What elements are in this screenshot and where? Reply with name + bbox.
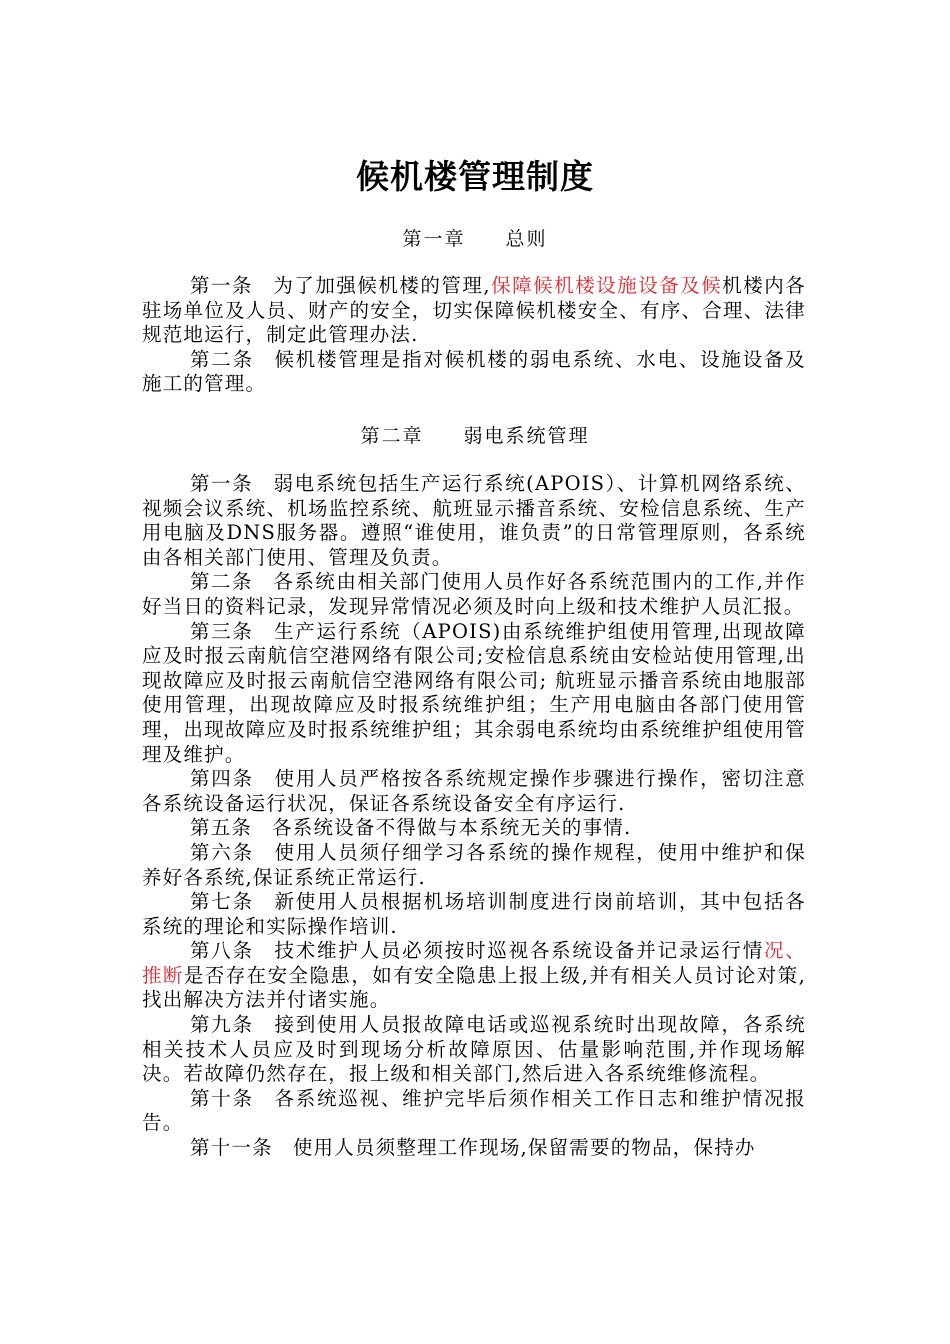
- article-paragraph: [142, 348, 806, 397]
- highlighted-text: 况、推断: [142, 939, 806, 987]
- article-number: 第一条: [190, 274, 254, 297]
- article-text: 使用人员须仔细学习各系统的操作规程，使用中维护和保养好各系统,保证系统正常运行.: [142, 840, 806, 889]
- article-text: 使用人员严格按各系统规定操作步骤进行操作，密切注意各系统设备运行状况，保证各系统设备安全有序运行.: [142, 767, 806, 815]
- article-text: 各系统设备不得做与本系统无关的事情.: [272, 816, 632, 840]
- highlighted-text: 保障候机楼设施设备及候: [490, 274, 723, 297]
- article-paragraph: [142, 620, 806, 768]
- chapter-2-body: [142, 472, 806, 1161]
- article-number: 第二条: [190, 347, 254, 371]
- article-paragraph: [142, 890, 806, 939]
- article-text: 弱电系统包括生产运行系统(APOIS）、计算机网络系统、视频会议系统、机场监控系统、航班显示播音系统、安检信息系统、生产用电脑及DNS服务器。遵照“谁使用，谁负责”的日常管理原则，各系统由各相关部门使用、管理及负责。: [142, 472, 806, 569]
- article-paragraph: [142, 570, 806, 619]
- article-number: 第八条: [190, 939, 254, 963]
- article-number: 第四条: [190, 767, 254, 791]
- chapter-2-label: 第二章: [360, 425, 424, 447]
- chapter-2-heading: [0, 421, 950, 451]
- article-paragraph: [142, 816, 806, 841]
- article-number: 第十条: [190, 1086, 254, 1110]
- chapter-1-heading: [0, 224, 950, 254]
- article-text: 候机楼管理是指对候机楼的弱电系统、水电、设施设备及施工的管理。: [142, 347, 806, 396]
- article-paragraph: [142, 1013, 806, 1087]
- article-paragraph: [142, 1087, 806, 1136]
- article-paragraph: [142, 939, 806, 1013]
- article-text: 各系统巡视、维护完毕后须作相关工作日志和维护情况报告。: [142, 1086, 806, 1135]
- article-text: 接到使用人员报故障电话或巡视系统时出现故障，各系统相关技术人员应及时到现场分析故障原因、估量影响范围,并作现场解决。若故障仍然存在，报上级和相关部门,然后进入各系统维修流程。: [142, 1013, 806, 1086]
- chapter-1-name: 总则: [505, 228, 548, 250]
- article-number: 第一条: [190, 472, 254, 495]
- article-number: 第十一条: [190, 1136, 273, 1160]
- article-text: 新使用人员根据机场培训制度进行岗前培训，其中包括各系统的理论和实际操作培训.: [142, 890, 806, 938]
- article-number: 第九条: [190, 1013, 254, 1037]
- article-paragraph: [142, 767, 806, 816]
- article-text: 生产运行系统（APOIS)由系统维护组使用管理,出现故障应及时报云南航信空港网络有限公司;安检信息系统由安检站使用管理,出现故障应及时报云南航信空港网络有限公司; 航班显示播音系统由地服部使用管理，出现故障应及时报系统维护组；生产用电脑由各部门使用管理，出现故障应及时报系统维护组；其余弱电系统均由系统维护组使用管理及维护。: [142, 619, 806, 766]
- article-text: 是否存在安全隐患，如有安全隐患上报上级,并有相关人员讨论对策,找出解决方法并付诸实施。: [142, 963, 806, 1012]
- article-number: 第五条: [190, 816, 253, 840]
- article-number: 第七条: [190, 890, 254, 914]
- article-number: 第二条: [190, 570, 254, 594]
- chapter-1-body: [142, 274, 806, 397]
- article-number: 第六条: [190, 840, 254, 864]
- article-paragraph: [142, 841, 806, 890]
- article-paragraph: [142, 274, 806, 348]
- article-text: 为了加强候机楼的管理,: [273, 274, 491, 297]
- article-text: 使用人员须整理工作现场,保留需要的物品，保持办: [292, 1136, 756, 1160]
- article-text: 各系统由相关部门使用人员作好各系统范围内的工作,并作好当日的资料记录，发现异常情况必须及时向上级和技术维护人员汇报。: [142, 570, 806, 618]
- chapter-2-name: 弱电系统管理: [463, 425, 590, 447]
- chapter-1-label: 第一章: [402, 228, 466, 250]
- article-number: 第三条: [190, 619, 254, 643]
- article-text: 机楼内各驻场单位及人员、财产的安全，切实保障候机楼安全、有序、合理、法律规范地运行，制定此管理办法.: [142, 274, 806, 347]
- article-text: 技术维护人员必须按时巡视各系统设备并记录运行情: [273, 939, 764, 963]
- article-paragraph: [142, 472, 806, 570]
- article-paragraph: [142, 1136, 806, 1161]
- document-title: 候机楼管理制度: [356, 157, 594, 196]
